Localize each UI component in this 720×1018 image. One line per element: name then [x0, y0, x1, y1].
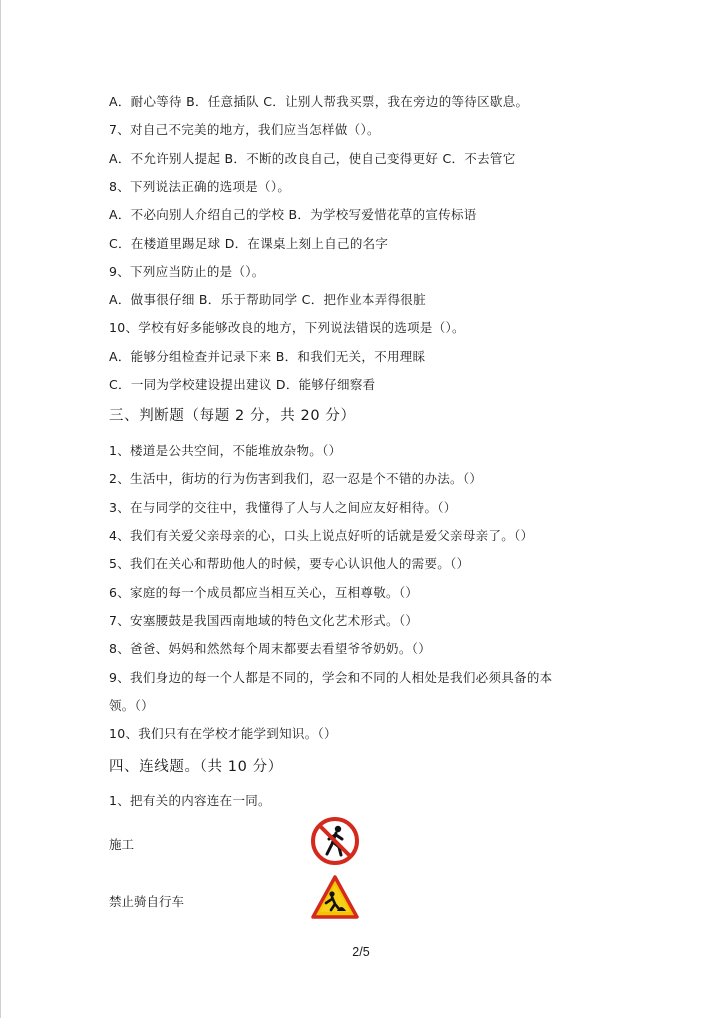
answer-options-q8-cd: C．在楼道里踢足球 D．在课桌上刻上自己的名字	[109, 236, 389, 251]
judgment-item-5: 5、我们在关心和帮助他人的时候，要专心认识他人的需要。（）	[109, 556, 470, 571]
question-7: 7、对自己不完美的地方，我们应当怎样做（）。	[109, 122, 380, 137]
judgment-item-7: 7、安塞腰鼓是我国西南地域的特色文化艺术形式。（）	[109, 613, 419, 628]
section-4-title: 四、连线题。（共 10 分）	[109, 759, 283, 775]
answer-options-q10-ab: A．能够分组检查并记录下来 B．和我们无关，不用理睬	[109, 349, 426, 364]
judgment-item-1: 1、楼道是公共空间，不能堆放杂物。（）	[109, 443, 342, 458]
judgment-item-4: 4、我们有关爱父亲母亲的心，口头上说点好听的话就是爱父亲母亲了。（）	[109, 528, 534, 543]
question-8: 8、下列说法正确的选项是（）。	[109, 179, 291, 194]
section-3-title: 三、判断题（每题 2 分，共 20 分）	[109, 408, 356, 424]
judgment-item-10: 10、我们只有在学校才能学到知识。（）	[109, 726, 337, 741]
question-9: 9、下列应当防止的是（）。	[109, 264, 265, 279]
page-number: 2/5	[352, 945, 370, 959]
matching-label-construction[interactable]: 施工	[109, 837, 135, 852]
judgment-item-8: 8、爸爸、妈妈和然然每个周末都要去看望爷爷奶奶。（）	[109, 641, 432, 656]
judgment-item-3: 3、在与同学的交往中，我懂得了人与人之间应友好相待。（）	[109, 500, 457, 515]
matching-instruction: 1、把有关的内容连在一同。	[109, 793, 271, 808]
judgment-item-6: 6、家庭的每一个成员都应当相互关心，互相尊敬。（）	[109, 585, 419, 600]
judgment-item-2: 2、生活中，街坊的行为伤害到我们，忍一忍是个不错的办法。（）	[109, 471, 483, 486]
judgment-item-9: 9、我们身边的每一个人都是不同的，学会和不同的人相处是我们必须具备的本	[109, 670, 553, 685]
question-10: 10、学校有好多能够改良的地方，下列说法错误的选项是（）。	[109, 320, 465, 335]
matching-label-no-bicycle[interactable]: 禁止骑自行车	[109, 894, 185, 909]
answer-options-q6: A．耐心等待 B．任意插队 C．让别人帮我买票，我在旁边的等待区歇息。	[109, 94, 529, 109]
answer-options-q10-cd: C．一同为学校建设提出建议 D．能够仔细察看	[109, 377, 376, 392]
road-work-sign-icon[interactable]	[311, 874, 359, 922]
answer-options-q9: A．做事很仔细 B．乐于帮助同学 C．把作业本弄得很脏	[109, 292, 426, 307]
judgment-item-9-cont: 领。（）	[109, 698, 154, 713]
answer-options-q7: A．不允许别人提起 B．不断的改良自己，使自己变得更好 C．不去管它	[109, 151, 516, 166]
answer-options-q8-ab: A．不必向别人介绍自己的学校 B．为学校写爱惜花草的宣传标语	[109, 207, 477, 222]
no-pedestrian-sign-icon[interactable]	[311, 817, 359, 865]
